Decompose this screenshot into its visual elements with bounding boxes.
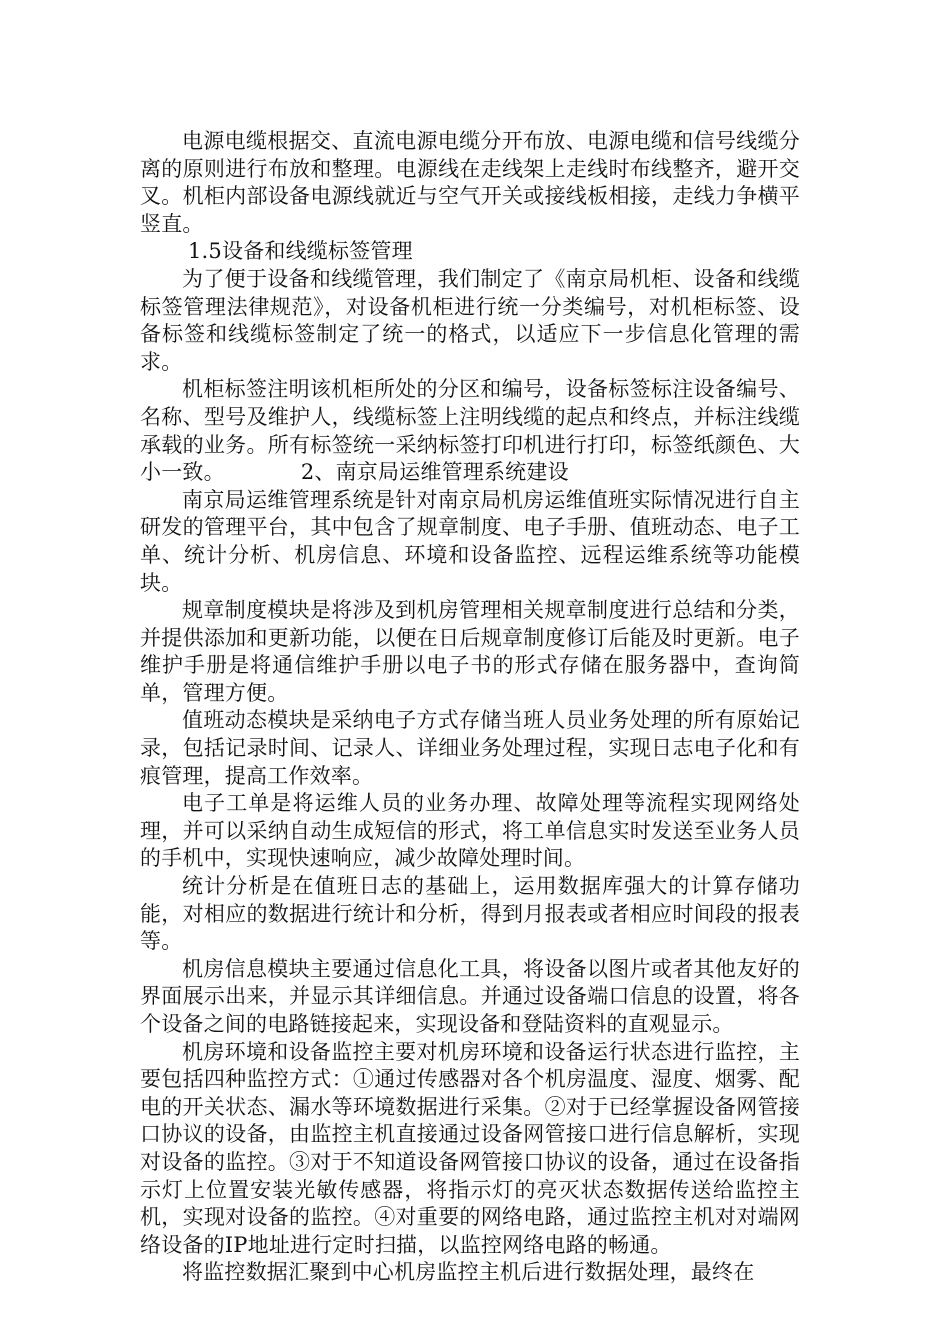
- paragraph-label-standard: 为了便于设备和线缆管理，我们制定了《南京局机柜、设备和线缆标签管理法律规范》，对设备机柜进行统一分类编号，对机柜标签、设备标签和线缆标签制定了统一的格式，以适应下一步信息化管理的需求。: [140, 266, 800, 374]
- section-heading-system: 2、南京局运维管理系统建设: [300, 460, 569, 485]
- paragraph-work-order: 电子工单是将运维人员的业务办理、故障处理等流程实现网络处理，并可以采纳自动生成短信的形式，将工单信息实时发送至业务人员的手机中，实现快速响应，减少故障处理时间。: [140, 791, 800, 871]
- paragraph-statistics: 统计分析是在值班日志的基础上，运用数据库强大的计算存储功能，对相应的数据进行统计和分析，得到月报表或者相应时间段的报表等。: [140, 874, 800, 954]
- paragraph-system-overview: 南京局运维管理系统是针对南京局机房运维值班实际情况进行自主研发的管理平台，其中包含了规章制度、电子手册、值班动态、电子工单、统计分析、机房信息、环境和设备监控、远程运维系统等功能模块。: [140, 487, 800, 595]
- paragraph-duty-module: 值班动态模块是采纳电子方式存储当班人员业务处理的所有原始记录，包括记录时间、记录人、详细业务处理过程，实现日志电子化和有痕管理，提高工作效率。: [140, 708, 800, 788]
- paragraph-power-cables: 电源电缆根据交、直流电源电缆分开布放、电源电缆和信号线缆分离的原则进行布放和整理。电源线在走线架上走线时布线整齐，避开交叉。机柜内部设备电源线就近与空气开关或接线板相接，走线力争横平竖直。: [140, 129, 800, 236]
- paragraph-monitoring: 机房环境和设备监控主要对机房环境和设备运行状态进行监控，主要包括四种监控方式：①通过传感器对各个机房温度、湿度、烟雾、配电的开关状态、漏水等环境数据进行采集。②对于已经掌握设备网管接口协议的设备，由监控主机直接通过设备网管接口进行信息解析，实现对设备的监控。③对于不知道设备网管接口协议的设备，通过在设备指示灯上位置安装光敏传感器，将指示灯的亮灭状态数据传送给监控主机，实现对设备的监控。④对重要的网络电路，通过监控主机对对端网络设备的IP地址进行定时扫描，以监控网络电路的畅通。: [140, 1039, 800, 1257]
- paragraph-label-content-text: 机柜标签注明该机柜所处的分区和编号，设备标签标注设备编号、名称、型号及维护人，线缆标签上注明线缆的起点和终点，并标注线缆承载的业务。所有标签统一采纳标签打印机进行打印，标签纸颜色、大小一致。: [140, 377, 800, 485]
- paragraph-room-info: 机房信息模块主要通过信息化工具，将设备以图片或者其他友好的界面展示出来，并显示其详细信息。并通过设备端口信息的设置，将各个设备之间的电路链接起来，实现设备和登陆资料的直观显示。: [140, 956, 800, 1036]
- paragraph-data-aggregation: 将监控数据汇聚到中心机房监控主机后进行数据处理，最终在: [182, 1260, 755, 1285]
- document-body: [140, 128, 800, 1287]
- section-heading-labels: 1.5设备和线缆标签管理: [188, 239, 413, 264]
- paragraph-rules-module: 规章制度模块是将涉及到机房管理相关规章制度进行总结和分类，并提供添加和更新功能，以便在日后规章制度修订后能及时更新。电子维护手册是将通信维护手册以电子书的形式存储在服务器中，查询简单，管理方便。: [140, 598, 800, 705]
- paragraph-label-content: [140, 376, 800, 486]
